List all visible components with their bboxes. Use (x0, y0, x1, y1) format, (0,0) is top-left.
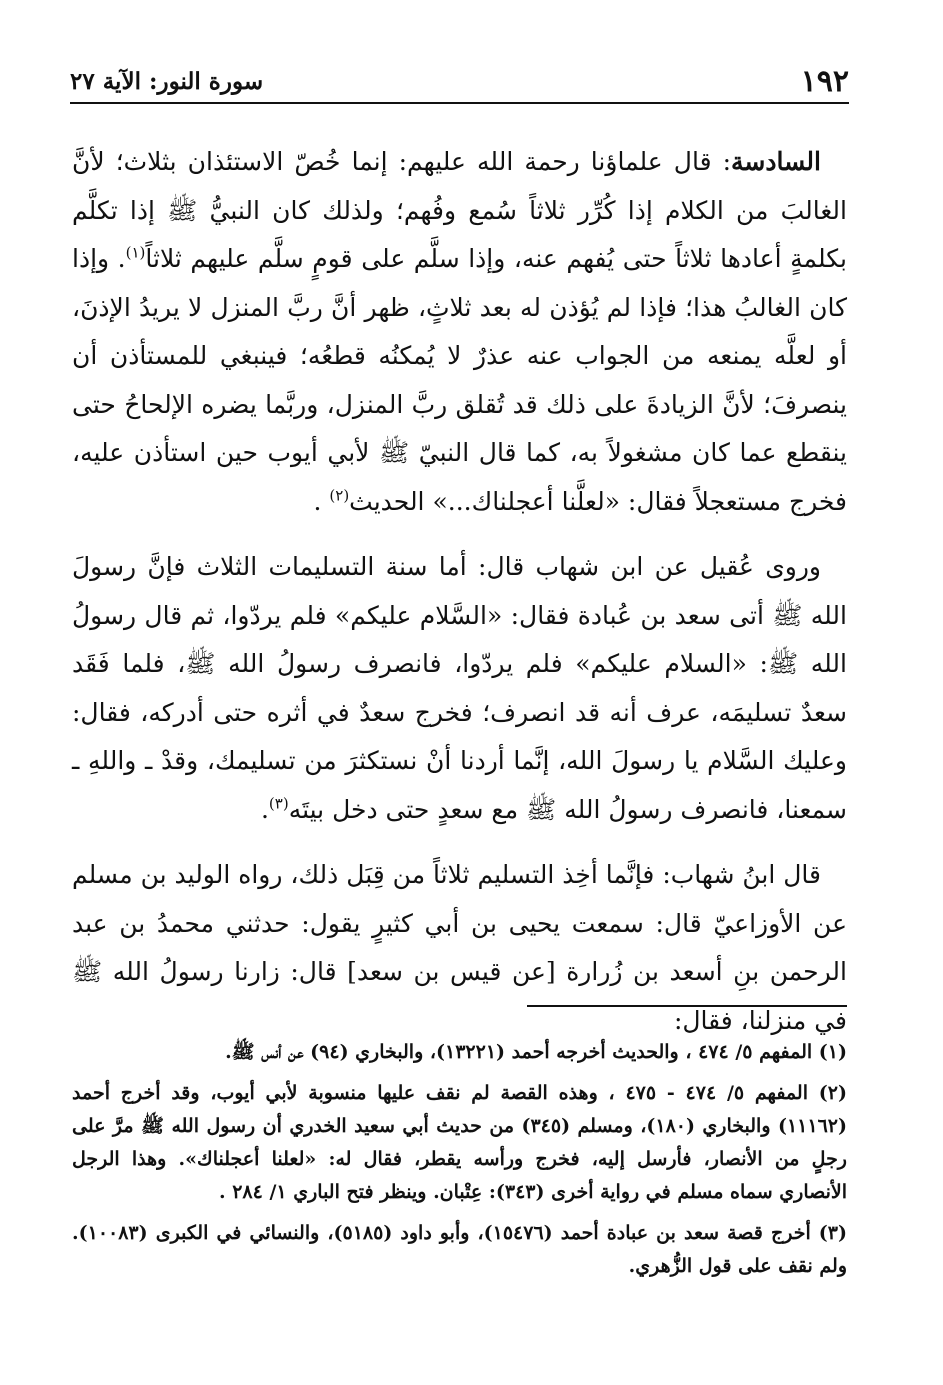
paragraph-text: : قال علماؤنا رحمة الله عليهم: إنما خُصّ الاستئذان بثلاث؛ لأنَّ الغالبَ من الكلام إذا كُرِّر ثلاثاً سُمع وفُهم؛ ولذلك كان النبيُّ ﷺ إذا تكلَّم بكلمةٍ أعادها ثلاثاً حتى يُفهم عنه، وإذا سلَّم على قومٍ سلَّم عليهم ثلاثاً (72, 147, 847, 273)
footnotes (72, 1036, 847, 1291)
paragraph-text-end: . (260, 794, 269, 824)
paragraph-text: وروى عُقيل عن ابن شهاب قال: أما سنة التسليمات الثلاث فإنَّ رسولَ الله ﷺ أتى سعد بن عُبادة فقال: «السَّلام عليكم» فلم يردّوا، ثم قال رسولُ الله ﷺ: «السلام عليكم» فلم يردّوا، فانصرف رسولُ الله ﷺ، فلما فَقَد سعدٌ تسليمَه، عرف أنه قد انصرف؛ فخرج سعدٌ في أثره حتى أدركه، فقال: وعليك السَّلام يا رسولَ الله، إنَّما أردنا أنْ نستكثرَ من تسليمك، وقدْ ـ واللهِ ـ سمعنا، فانصرف رسولُ الله ﷺ مع سعدٍ حتى دخل بيتَه (72, 552, 847, 824)
paragraph-3 (72, 851, 847, 1045)
main-text (72, 138, 847, 1045)
footnote-2: (٢) المفهم ٥/ ٤٧٤ - ٤٧٥ ، وهذه القصة لم نقف عليها منسوبة لأبي أيوب، وقد أخرج أحمد (١١١٦٢) والبخاري (١٨٠)، ومسلم (٣٤٥) من حديث أبي سعيد الخدري أن رسول الله ﷺ مرَّ على رجلٍ من الأنصار، فأرسل إليه، فخرج ورأسه يقطر، فقال له: «لعلنا أعجلناك». وهذا الرجل الأنصاري سماه مسلم في رواية أخرى (٣٤٣): عِتْبان. وينظر فتح الباري ١/ ٢٨٤ . (72, 1082, 847, 1203)
paragraph-text: قال ابنُ شهاب: فإنَّما أخِذ التسليم ثلاثاً من قِبَل ذلك، رواه الوليد بن مسلم عن الأوزاعيّ قال: سمعت يحيى بن أبي كثيرٍ يقول: حدثني محمدُ بن عبد الرحمن بنِ أسعد بن زُرارة [عن قيس بن سعد] قال: زارنا رسولُ الله ﷺ في منزلنا، فقال: (72, 860, 847, 1035)
page-number: ١٩٢ (800, 64, 849, 99)
paragraph-2 (72, 543, 847, 834)
footnote-1: (١) المفهم ٥/ ٤٧٤ ، والحديث أخرجه أحمد (١٣٢٢١)، والبخاري (٩٤) عن أنس ﷺ. (225, 1041, 847, 1063)
footnote-marker-3: (٣) (268, 794, 289, 813)
running-head: سورة النور: الآية ٢٧ (70, 68, 264, 95)
paragraph-1 (72, 138, 847, 526)
paragraph-text-cont: . وإذا كان الغالبُ هذا؛ فإذا لم يُؤذن له بعد ثلاثٍ، ظهر أنَّ ربَّ المنزل لا يريدُ الإذنَ، أو لعلَّه يمنعه من الجواب عنه عذرٌ لا يُمكنُه قطعُه؛ فينبغي للمستأذن أن ينصرفَ؛ لأنَّ الزيادةَ على ذلك قد تُقلق ربَّ المنزل، وربَّما يضره الإلحاحُ حتى ينقطع عما كان مشغولاً به، كما قال النبيّ ﷺ لأبي أيوب حين استأذن عليه، فخرج مستعجلاً فقال: «لعلَّنا أعجلناك...» الحديث (72, 244, 847, 516)
footnote-divider (527, 1005, 847, 1007)
paragraph-lead: السادسة (731, 147, 821, 176)
footnote-marker-1: (١) (125, 243, 146, 262)
footnote-3: (٣) أخرج قصة سعد بن عبادة أحمد (١٥٤٧٦)، وأبو داود (٥١٨٥)، والنسائي في الكبرى (١٠٠٨٣). ولم نقف على قول الزُّهري. (72, 1222, 848, 1277)
paragraph-text-end: . (313, 486, 330, 516)
page-header (70, 62, 849, 104)
footnote-marker-2: (٢) (329, 486, 350, 505)
